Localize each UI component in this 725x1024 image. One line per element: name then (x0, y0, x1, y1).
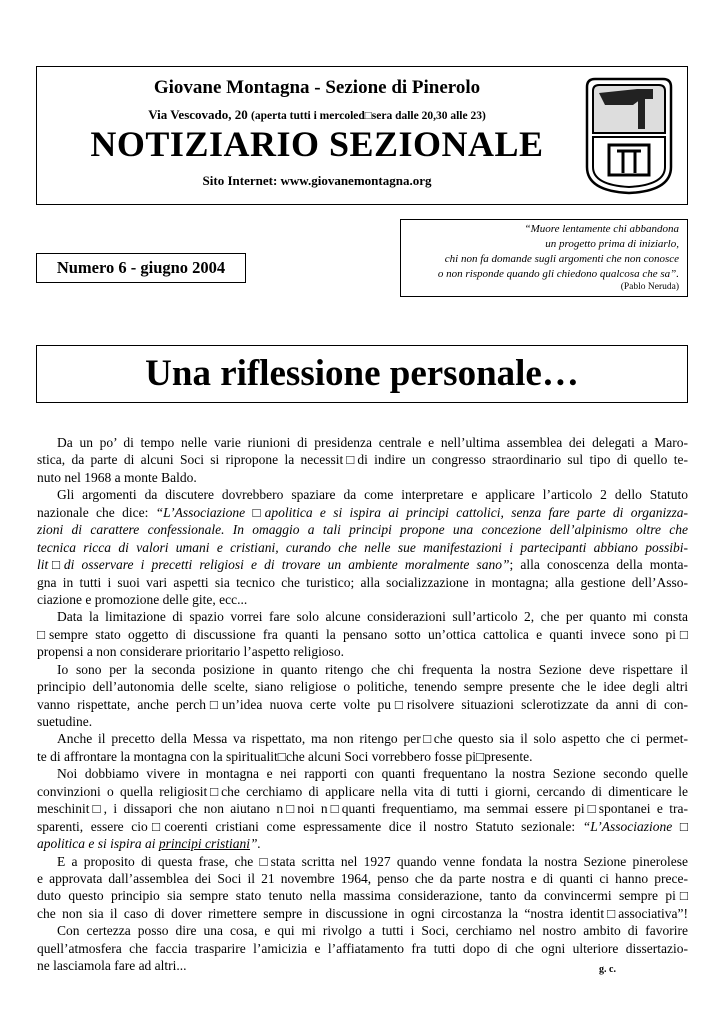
paragraph-line: tecnica ricca di valori umani e cristiani, curando che nelle sue manifestazioni i partecipanti abbiano possibi- (37, 539, 688, 555)
paragraph-line: □sempre stato oggetto di discussione fra quanti la pensano sotto un’ottica cattolica e quanti invece sono pi□ (37, 626, 688, 642)
paragraph-line (37, 556, 688, 573)
paragraph-line: gna in tutti i suoi vari aspetti sia tecnico che turistico; alla socializzazione in montagna; alla gestione dell’Asso- (37, 574, 688, 590)
website-line: Sito Internet: www.giovanemontagna.org (202, 173, 432, 188)
opening-hours: (aperta tutti i mercoled□sera dalle 20,30 alle 23) (251, 110, 486, 122)
paragraph-line: Data la limitazione di spazio vorrei fare solo alcune considerazioni sull’articolo 2, che per quanto mi consta (57, 609, 688, 625)
masthead (36, 66, 688, 205)
paragraph-line: te di affrontare la montagna con la spiritualit□che alcuni Soci vorrebbero fosse pi□presente. (37, 748, 533, 764)
paragraph-line: zioni di carattere confessionale. In omaggio a tali principi propone una concezione dell’alpinismo oltre che (37, 522, 688, 538)
statute-quote: “L’Associazione □ (582, 818, 688, 834)
paragraph-line: Anche il precetto della Messa va rispettato, ma non ritengo per□che questo sia il solo aspetto che ci permet- (57, 731, 688, 747)
paragraph-line: vanno rispettate, anche perch□un’idea nuova certe volte pu□risolvere situazioni sclerotizzate da anni di con- (37, 696, 688, 712)
giovane-montagna-logo (583, 75, 675, 195)
text-run: nazionale che dice: (37, 504, 156, 520)
text-run: sparenti, essere cio□coerenti cristiani come espressamente dice il nostro Statuto sezionale: (37, 818, 583, 834)
organization-name: Giovane Montagna - Sezione di Pinerolo (153, 77, 481, 98)
paragraph-line: propensi a non considerare prioritario l’aspetto religioso. (37, 644, 345, 660)
quote-line: “Muore lentamente chi abbandona (524, 223, 679, 235)
quote-author: (Pablo Neruda) (620, 282, 679, 292)
paragraph-line: principio dell’autonomia delle scelte, siano religiose o politiche, tenendo sempre presente che le idee degli altri (37, 679, 688, 695)
paragraph-line (37, 504, 688, 521)
paragraph-line: ne lasciamola fare ad altri... (37, 958, 187, 974)
paragraph-line (37, 818, 688, 835)
statute-quote: lit□di osservare i precetti religiosi e di trovare un ambiente moralmente sano” (37, 557, 510, 573)
author-initials: g. c. (599, 964, 616, 975)
paragraph-line (37, 835, 688, 852)
issue-number: Numero 6 - giugno 2004 (56, 258, 226, 277)
issue-number-box (36, 253, 246, 283)
paragraph-line: e approvata dall’assemblea dei Soci il 21 novembre 1964, penso che da parte nostra e di quanti ci hanno prece- (37, 870, 688, 886)
underlined-phrase: principi cristiani (158, 836, 251, 852)
address-line (37, 107, 597, 123)
statute-quote: ”. (250, 836, 261, 852)
article-body (37, 434, 688, 975)
paragraph-line: duto questo principio sia sempre stato tenuto nella massima considerazione, tanto da convincermi sempre pi□ (37, 888, 688, 904)
quote-box (400, 219, 688, 297)
paragraph-line: Da un po’ di tempo nelle varie riunioni di presidenza centrale e nell’ultima assemblea dei delegati a Maro- (57, 435, 688, 450)
paragraph-line: E a proposito di questa frase, che □stata scritta nel 1927 quando venne fondata la nostra Sezione pinerolese (57, 853, 688, 869)
paragraph-line: nuto nel 1968 a monte Baldo. (37, 469, 197, 485)
article-title: Una riflessione personale… (145, 353, 579, 394)
paragraph-line: quell’atmosfera che faccia trasparire l’amicizia e l’affiatamento fra tutti dopo di che ogni ulteriore dissertazio- (37, 940, 688, 956)
paragraph-line: Io sono per la seconda posizione in quanto ritengo che chi frequenta la nostra Sezione deve rispettare il (57, 661, 688, 677)
paragraph-line: stica, da parte di alcuni Soci si ripropone la necessit□di indire un congresso straordinario sul tipo di quello te- (37, 452, 688, 468)
quote-line: chi non fa domande sugli argomenti che non conosce (444, 253, 679, 265)
paragraph-line: Gli argomenti da discutere dovrebbero spaziare da come interpretare e applicare l’articolo 2 dello Statuto (57, 487, 688, 503)
quote-line: un progetto prima di iniziarlo, (545, 238, 679, 250)
quote-line: o non risponde quando gli chiedono qualcosa che sa”. (437, 268, 679, 280)
paragraph-line: Noi dobbiamo vivere in montagna e nei rapporti con quanti frequentano la nostra Sezione secondo quelle (57, 766, 688, 782)
newsletter-title: NOTIZIARIO SEZIONALE (90, 124, 544, 164)
statute-quote: “L’Associazione □apolitica e si ispira ai principi cattolici, senza fare parte di organizza- (155, 504, 688, 520)
paragraph-line: suetudine. (37, 714, 93, 729)
paragraph-line: Con certezza posso dire una cosa, e qui mi rivolgo a tutti i Soci, cerchiamo nel nostro ambito di favorire (57, 923, 688, 939)
paragraph-line: che non sia il caso di dover rimettere sempre in discussione in ogni circostanza la “nostra identit□associativa”! (37, 905, 688, 921)
text-run: ; alla conoscenza della monta- (509, 557, 688, 573)
paragraph-line: ciazione e promozione delle gite, ecc... (37, 591, 248, 607)
article-title-box (36, 345, 688, 403)
address: Via Vescovado, 20 (148, 107, 248, 122)
paragraph-line: convinzioni o quella religiosit□che cerchiamo di applicare nella vita di tutti i giorni, cercando di dimenticare le (37, 783, 688, 799)
paragraph-line: meschinit□, i dissapori che non aiutano n□noi n□quanti frequentiamo, ma semmai essere pi□spontanei e tra- (37, 801, 688, 817)
statute-quote: apolitica e si ispira ai (37, 836, 159, 852)
